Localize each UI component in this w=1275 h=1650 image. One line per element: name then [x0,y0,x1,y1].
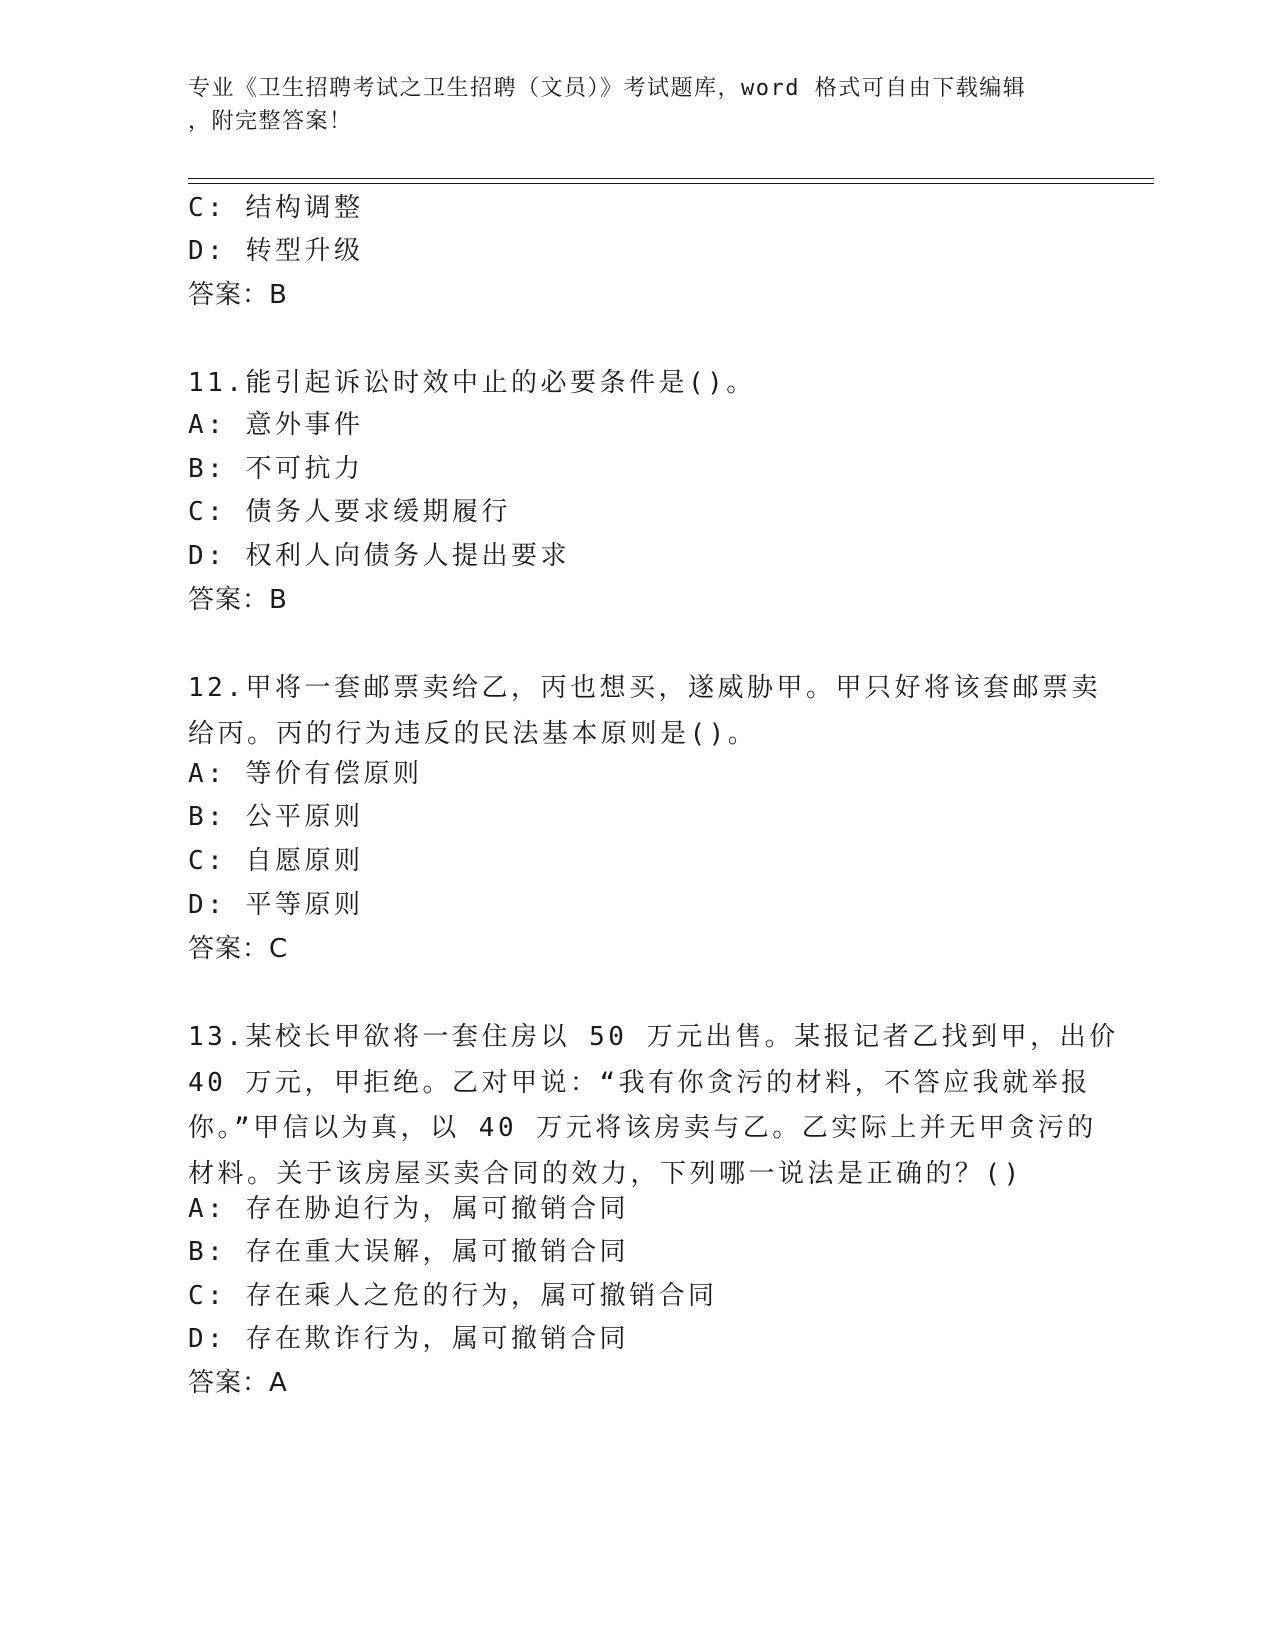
question-11-option-d: D: 权利人向债务人提出要求 [188,541,570,571]
header-rule-top [188,178,1154,179]
question-13-answer: 答案：A [188,1368,288,1398]
question-11-option-c: C: 债务人要求缓期履行 [188,497,511,527]
question-12-answer: 答案：C [188,934,289,964]
question-13-option-d: D: 存在欺诈行为，属可撤销合同 [188,1324,629,1354]
question-12-line: 给丙。丙的行为违反的民法基本原则是()。 [188,718,758,749]
question-11-text [188,361,1088,407]
header-rule-bottom [188,183,1154,184]
question-11-line: 11.能引起诉讼时效中止的必要条件是()。 [188,368,756,398]
question-12-option-d: D: 平等原则 [188,890,364,920]
prev-option-c: C: 结构调整 [188,193,364,223]
question-13-text [188,1015,1119,1197]
question-13-option-c: C: 存在乘人之危的行为，属可撤销合同 [188,1281,718,1311]
prev-option-d: D: 转型升级 [188,236,364,266]
question-11-option-b: B: 不可抗力 [188,454,364,484]
question-13-option-a: A: 存在胁迫行为，属可撤销合同 [188,1194,629,1224]
question-12-option-b: B: 公平原则 [188,802,364,832]
question-13-line: 你。”甲信以为真，以 40 万元将该房卖与乙。乙实际上并无甲贪污的 [188,1113,1097,1143]
page-header [188,72,1088,138]
header-line-1: 专业《卫生招聘考试之卫生招聘（文员）》考试题库，word 格式可自由下载编辑 [188,76,1027,101]
prev-answer: 答案：B [188,280,288,310]
question-11-answer: 答案：B [188,585,288,615]
question-11-option-a: A: 意外事件 [188,410,364,440]
header-line-2: ，附完整答案！ [188,109,353,134]
question-12-line: 12.甲将一套邮票卖给乙，丙也想买，遂威胁甲。甲只好将该套邮票卖 [188,673,1101,703]
question-12-option-a: A: 等价有偿原则 [188,759,423,789]
question-13-line: 13.某校长甲欲将一套住房以 50 万元出售。某报记者乙找到甲，出价 [188,1022,1119,1052]
question-13-line: 材料。关于该房屋买卖合同的效力，下列哪一说法是正确的？() [188,1158,1023,1189]
question-13-option-b: B: 存在重大误解，属可撤销合同 [188,1237,629,1267]
question-12-option-c: C: 自愿原则 [188,846,364,876]
question-12-text [188,666,1101,757]
question-13-line: 40 万元，甲拒绝。乙对甲说：“我有你贪污的材料，不答应我就举报 [188,1067,1091,1098]
